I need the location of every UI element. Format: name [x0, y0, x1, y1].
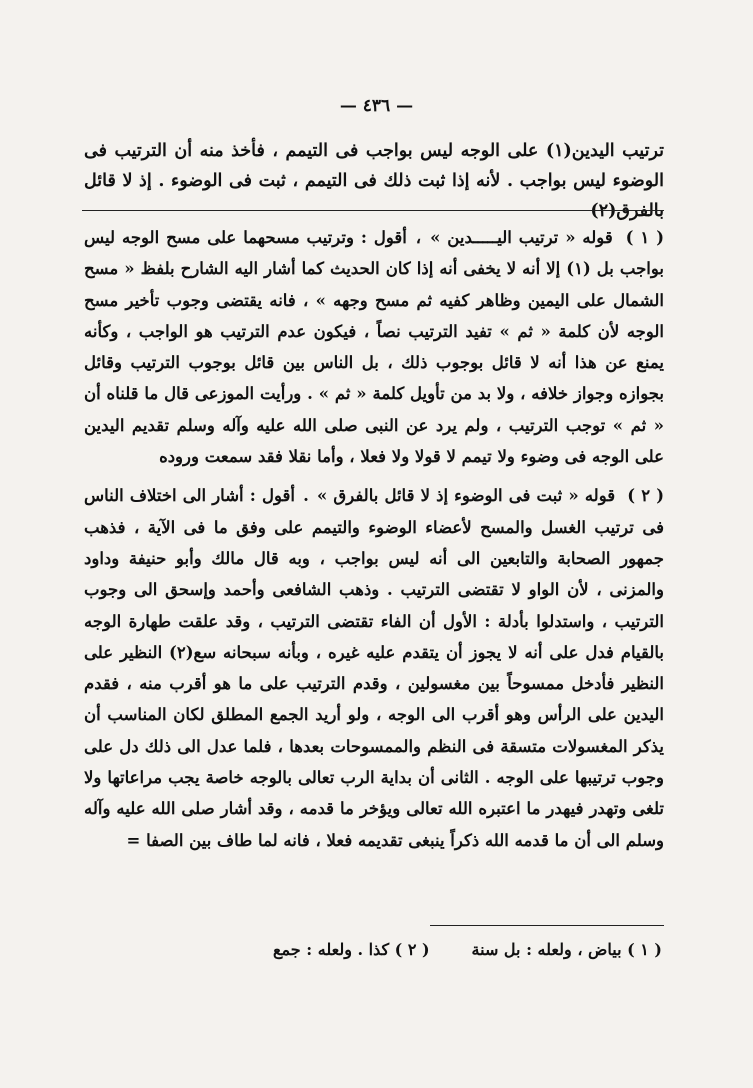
main-text-paragraph: ترتيب اليدين(١) على الوجه ليس بواجب فى التيمم ، فأخذ منه أن الترتيب فى الوضوء ليس بواجب . لأنه إذا ثبت ذلك فى التيمم ، ثبت فى الوضوء . إذ لا قائل بالفرق(٢)	[84, 141, 664, 221]
footnote-2: ( ٢ ) كذا . ولعله : جمع	[273, 940, 430, 959]
commentary-note-1	[84, 222, 664, 472]
footnote-divider	[430, 925, 664, 926]
commentary-note-2	[84, 480, 664, 856]
note-text: أقول : أشار الى اختلاف الناس فى ترتيب الغسل والمسح لأعضاء الوضوء والتيمم على وفق ما فى الآية ، فذهب جمهور الصحابة والتابعين الى أنه ليس بواجب ، وبه قال مالك وأبو حنيفة وداود والمزنى ، لأن الواو لا تقتضى الترتيب . وذهب الشافعى وأحمد وإسحق الى وجوب الترتيب ، واستدلوا بأدلة : الأول أن الفاء تقتضى الترتيب ، وقد علقت طهارة الوجه بالقيام فدل على أنه لا يجوز أن يتقدم عليه غيره ، وبأنه سبحانه سع(٢) النظير على النظير فأدخل ممسوحاً بين مغسولين ، وقدم الترتيب على ما هو أقرب منه ، فقدم اليدين على الرأس وهو أقرب الى الوجه ، ولو أريد الجمع المطلق لكان المناسب أن يذكر المغسولات متسقة فى النظم والممسوحات بعدها ، فلما عدل الى ذلك دل على وجوب ترتيبها على الوجه . الثانى أن بداية الرب تعالى بالوجه خاصة يجب مراعاتها ولا تلغى وتهدر فيهدر ما اعتبره الله تعالى ويؤخر ما قدمه ، وقد أشار صلى الله عليه وآله وسلم الى أن ما قدمه الله ذكراً ينبغى تقديمه فعلا ، فانه لما طاف بين الصفا =	[84, 486, 664, 850]
page-number: — ٤٣٦ —	[339, 96, 414, 116]
commentary-section	[84, 222, 664, 856]
note-text: أقول : وترتيب مسحهما على مسح الوجه ليس بواجب بل (١) إلا أنه لا يخفى أنه إذا كان الحديث كما أشار اليه الشارح بلفظ « مسح الشمال على اليمين وظاهر كفيه ثم مسح وجهه » ، فانه يقتضى وجوب تأخير مسح الوجه لأن كلمة « ثم » تفيد الترتيب نصاً ، فيكون عدم الترتيب هو الواجب ، وكأنه يمنع عن هذا أنه لا قائل بوجوب ذلك ، بل الناس بين قائل بوجوب الترتيب وقائل بجوازه وجواز خلافه ، ولا بد من تأويل كلمة « ثم » . ورأيت الموزعى قال ما قلناه أن « ثم » توجب الترتيب ، ولم يرد عن النبى صلى الله عليه وآله وسلم تقديم اليدين على الوجه فى وضوء ولا تيمم لا قولا ولا فعلا ، وأما نقلا فقد سمعت وروده	[84, 228, 664, 467]
note-separator: .	[303, 486, 309, 506]
note-lemma: قوله « ترتيب اليـــــدين »	[430, 228, 613, 247]
note-lemma: قوله « ثبت فى الوضوء إذ لا قائل بالفرق »	[316, 486, 616, 506]
note-marker: ( ١ )	[625, 228, 664, 247]
footnote-1: ( ١ ) بياض ، ولعله : بل سنة	[471, 940, 662, 959]
footnotes	[90, 935, 662, 965]
note-separator: ،	[415, 228, 422, 247]
main-text-divider	[82, 210, 664, 211]
main-text	[84, 136, 664, 226]
note-marker: ( ٢ )	[627, 486, 665, 506]
